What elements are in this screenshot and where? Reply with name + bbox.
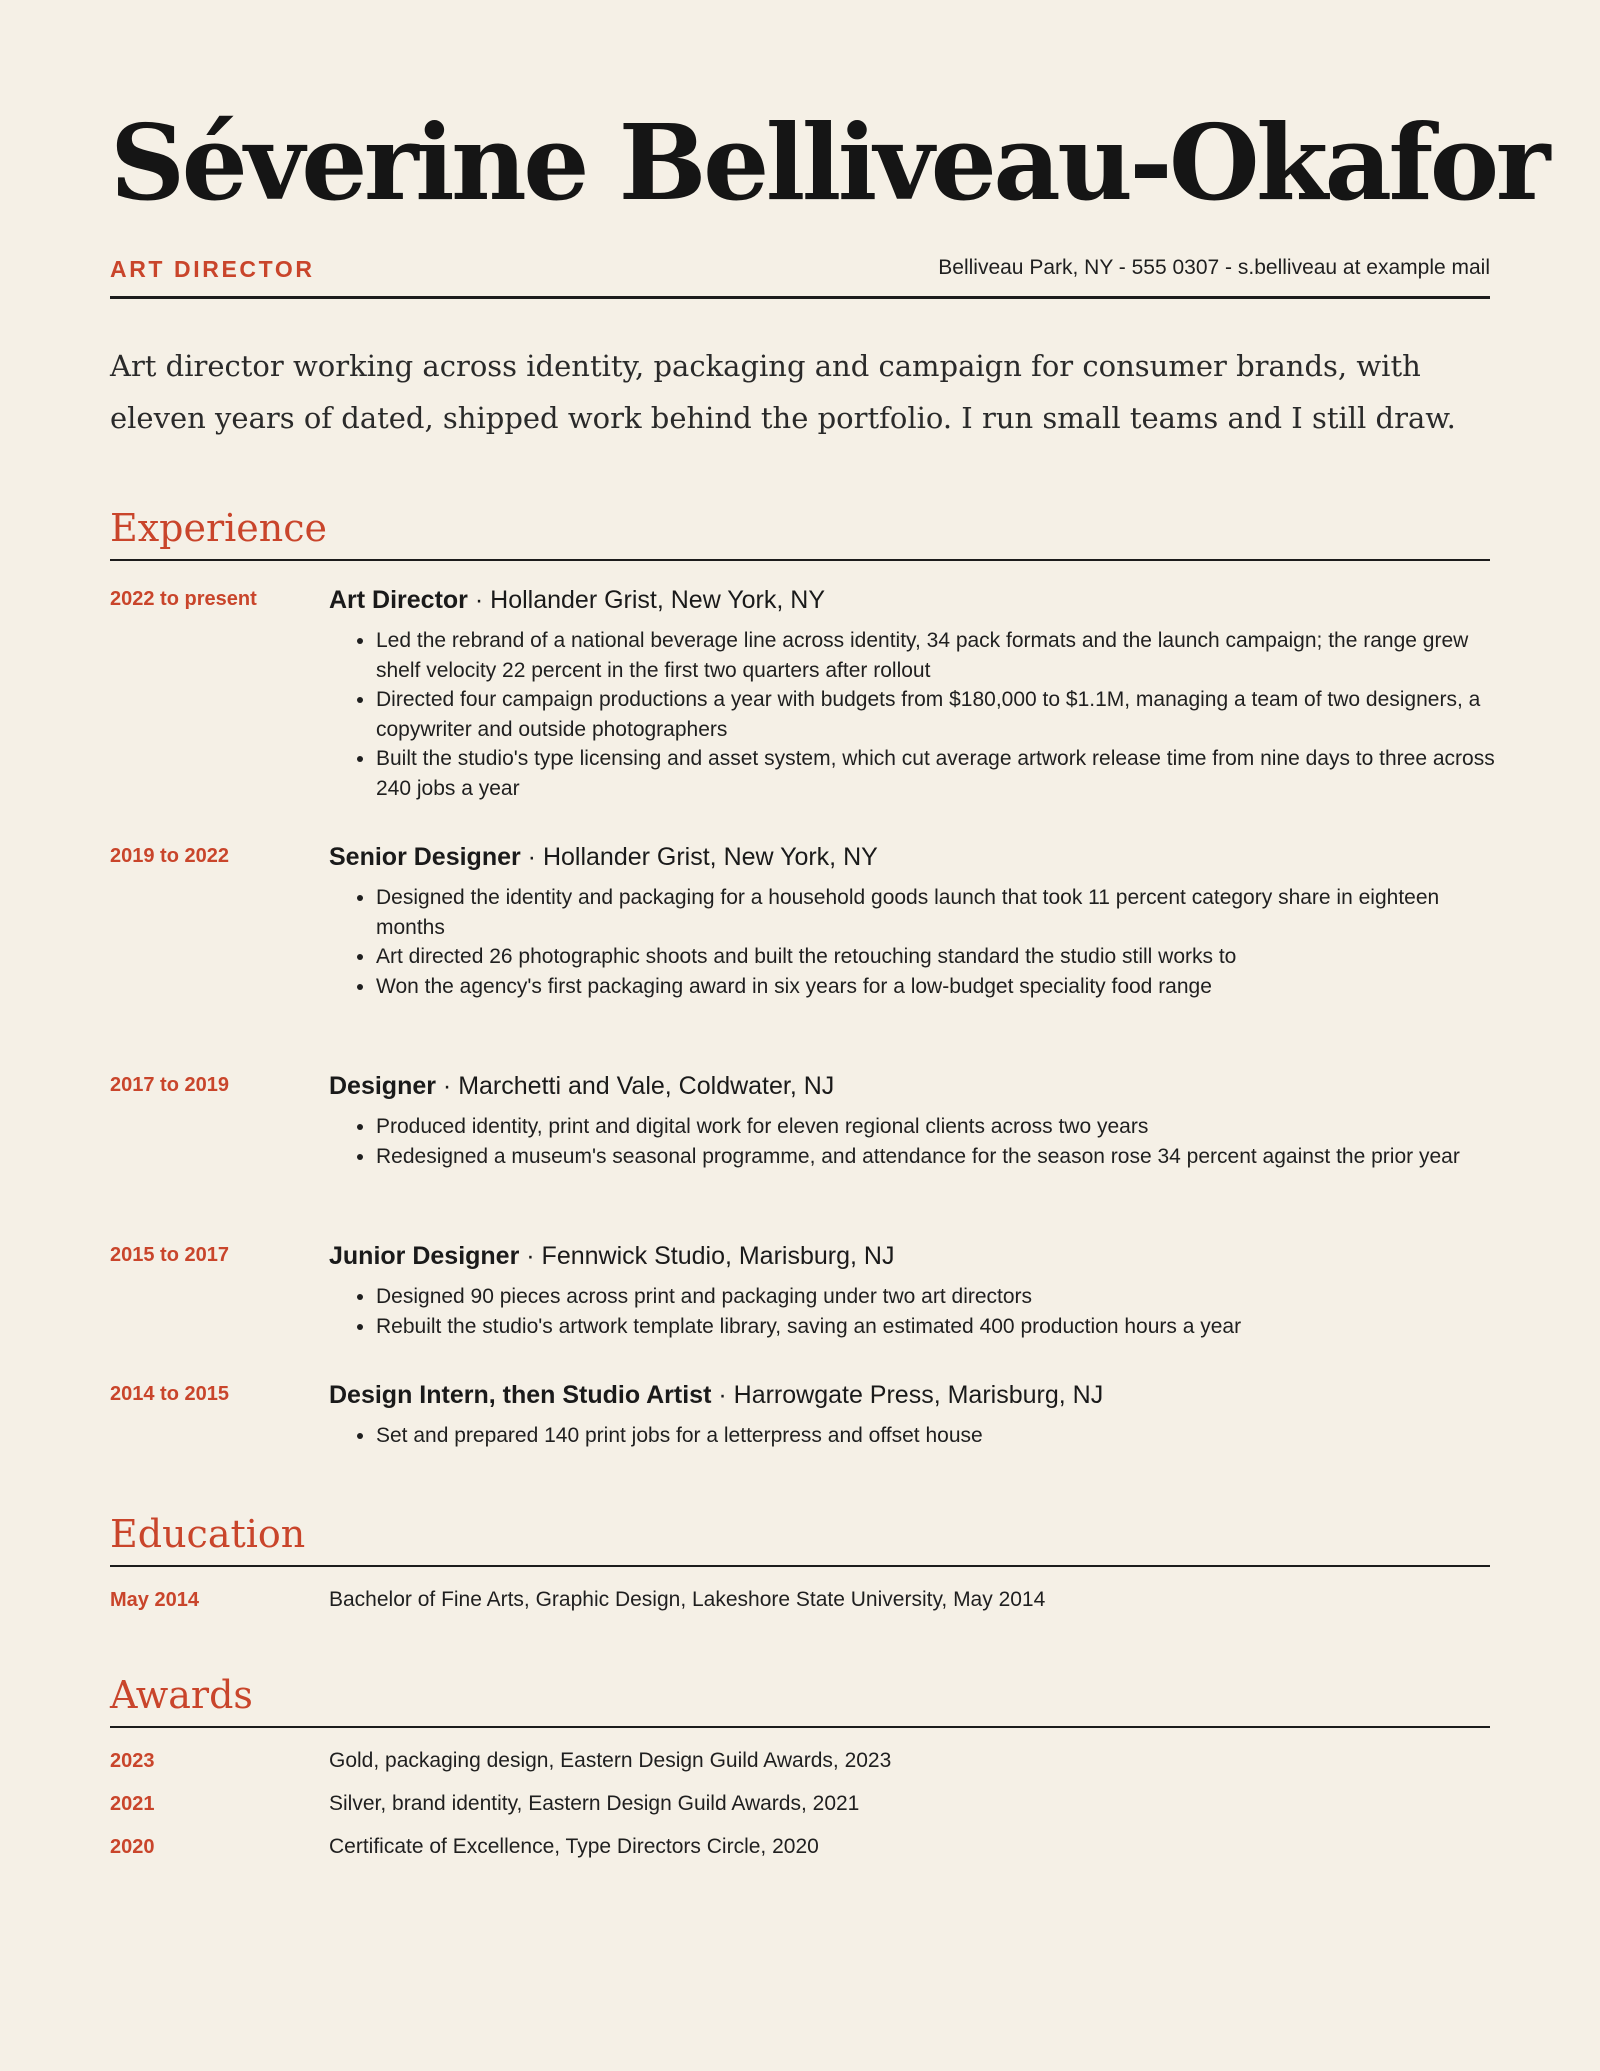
separator: ·	[520, 843, 543, 871]
job-heading	[329, 1242, 894, 1271]
education-divider	[110, 1565, 1490, 1567]
job-dates: 2014 to 2015	[110, 1383, 229, 1405]
award-year: 2021	[110, 1793, 155, 1815]
job-dates: 2019 to 2022	[110, 845, 229, 867]
experience-heading: Experience	[110, 506, 328, 550]
header-divider	[110, 296, 1490, 299]
job-role-title: Senior Designer	[329, 843, 521, 871]
award-year: 2023	[110, 1750, 155, 1772]
job-bullets	[329, 883, 1504, 1001]
title-row	[110, 252, 1490, 286]
separator: ·	[467, 586, 491, 614]
job-employer: Hollander Grist, New York, NY	[490, 586, 825, 614]
job-dates: 2015 to 2017	[110, 1244, 229, 1266]
profile-summary: Art director working across identity, packaging and campaign for consumer brands, with eleven years of dated, shipped work behind the portfolio. I run small teams and I still draw.	[110, 349, 1456, 435]
bullet-item: • Redesigned a museum's seasonal programme, and attendance for the season rose 34 percent against the prior year	[376, 1142, 1504, 1172]
bullet-item: • Won the agency's first packaging award in six years for a low-budget speciality food range	[376, 972, 1504, 1002]
awards-divider	[110, 1726, 1490, 1728]
job-employer: Hollander Grist, New York, NY	[542, 843, 878, 871]
job-bullets	[329, 1421, 1504, 1451]
experience-divider	[110, 559, 1490, 561]
job-dates: 2017 to 2019	[110, 1074, 229, 1096]
job-dates: 2022 to present	[110, 588, 257, 610]
separator: ·	[435, 1072, 459, 1100]
job-employer: Fennwick Studio, Marisburg, NJ	[541, 1242, 895, 1270]
separator: ·	[711, 1381, 734, 1409]
bullet-item: • Produced identity, print and digital work for eleven regional clients across two years	[376, 1112, 1504, 1142]
bullet-item: • Directed four campaign productions a year with budgets from $180,000 to $1.1M, managing a team of two designers, a copywriter and outside photographers	[376, 685, 1504, 744]
job-role-title: Design Intern, then Studio Artist	[329, 1381, 712, 1409]
bullet-item: • Set and prepared 140 print jobs for a letterpress and offset house	[376, 1421, 1504, 1451]
education-date: May 2014	[110, 1589, 199, 1611]
bullet-item: • Designed the identity and packaging for a household goods launch that took 11 percent category share in eighteen months	[376, 883, 1504, 942]
candidate-name: Séverine Belliveau-Okafor	[110, 101, 1547, 224]
bullet-item: • Built the studio's type licensing and asset system, which cut average artwork release time from nine days to three across 240 jobs a year	[376, 744, 1504, 803]
job-role: ART DIRECTOR	[110, 256, 315, 282]
job-bullets	[329, 1282, 1504, 1341]
bullet-item: • Led the rebrand of a national beverage line across identity, 34 pack formats and the launch campaign; the range grew shelf velocity 22 percent in the first two quarters after rollout	[376, 626, 1504, 685]
job-heading	[329, 1072, 834, 1101]
awards-heading: Awards	[110, 1673, 253, 1717]
bullet-item: • Designed 90 pieces across print and packaging under two art directors	[376, 1282, 1504, 1312]
award-year: 2020	[110, 1836, 155, 1858]
award-entry: Silver, brand identity, Eastern Design Guild Awards, 2021	[329, 1792, 860, 1815]
job-role-title: Art Director	[329, 586, 468, 614]
education-entry: Bachelor of Fine Arts, Graphic Design, Lakeshore State University, May 2014	[329, 1588, 1046, 1611]
job-heading	[329, 586, 825, 615]
award-entry: Certificate of Excellence, Type Directors Circle, 2020	[329, 1835, 819, 1858]
bullet-item: • Art directed 26 photographic shoots and built the retouching standard the studio still works to	[376, 942, 1504, 972]
job-employer: Marchetti and Vale, Coldwater, NJ	[458, 1072, 835, 1100]
contact-line: Belliveau Park, NY - 555 0307 - s.belliveau at example mail	[938, 256, 1490, 279]
bullet-item: • Rebuilt the studio's artwork template library, saving an estimated 400 production hours a year	[376, 1312, 1504, 1342]
education-heading: Education	[110, 1512, 306, 1556]
job-employer: Harrowgate Press, Marisburg, NJ	[733, 1381, 1104, 1409]
job-bullets	[329, 1112, 1504, 1171]
job-heading	[329, 1381, 1103, 1410]
job-role-title: Junior Designer	[329, 1242, 520, 1270]
job-heading	[329, 843, 878, 872]
award-entry: Gold, packaging design, Eastern Design Guild Awards, 2023	[329, 1749, 892, 1772]
job-role-title: Designer	[329, 1072, 436, 1100]
job-bullets	[329, 626, 1504, 803]
separator: ·	[519, 1242, 542, 1270]
